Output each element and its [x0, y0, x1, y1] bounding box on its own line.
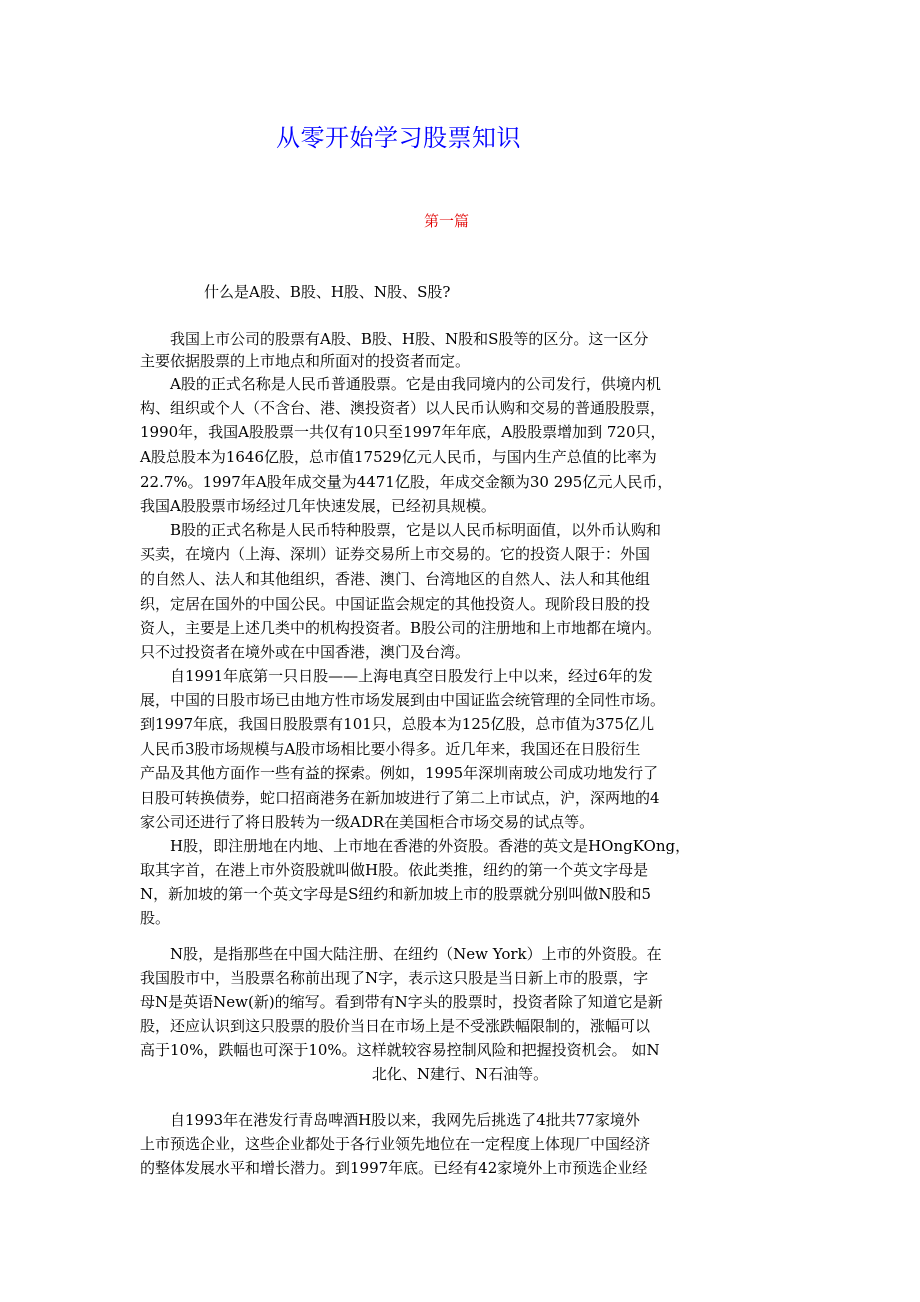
body-line: 取其字首，在港上市外资股就叫做H股。依此类推，纽约的第一个英文字母是	[140, 861, 649, 879]
body-line: 构、组织或个人（不含台、港、澳投资者）以人民币认购和交易的普通股股票，	[140, 399, 666, 417]
body-line: 1990年，我国A股股票一共仅有10只至1997年年底，A股股票增加到 720只，	[140, 423, 666, 441]
body-line: 高于10%，跌幅也可深于10%。这样就较容易控制风险和把握投资机会。 如N	[140, 1041, 660, 1059]
body-line: A股总股本为1646亿股，总市值17529亿元人民币，与国内生产总值的比率为	[140, 448, 657, 466]
body-line: 上市预选企业，这些企业都处于各行业领先地位在一定程度上体现厂中国经济	[140, 1135, 651, 1153]
body-line: B股的正式名称是人民币特种股票，它是以人民币标明面值，以外币认购和	[140, 521, 662, 539]
body-line: 展，中国的日股市场已由地方性市场发展到由中国证监会统管理的全同性市场。	[140, 691, 666, 709]
body-line: 家公司还进行了将日股转为一级ADR在美国柜合市场交易的试点等。	[140, 813, 595, 831]
body-line: 的整体发展水平和增长潜力。到1997年底。已经有42家境外上市预选企业经	[140, 1159, 648, 1177]
chapter-heading: 第一篇	[424, 212, 470, 230]
body-line: A股的正式名称是人民币普通股票。它是由我同境内的公司发行，供境内机	[140, 375, 661, 393]
body-line: 日股可转换债券，蛇口招商港务在新加坡进行了第二上市试点，沪，深两地的4	[140, 789, 660, 807]
body-line: 我国股市中，当股票名称前出现了N字，表示这只股是当日新上市的股票，字	[140, 969, 649, 987]
body-line: 的自然人、法人和其他组织，香港、澳门、台湾地区的自然人、法人和其他组	[140, 570, 651, 588]
body-line: 资人，主要是上述几类中的机构投资者。B股公司的注册地和上市地都在境内。	[140, 619, 662, 637]
body-line: 人民币3股市场规模与A股市场相比要小得多。近几年来，我国还在日股衍生	[140, 740, 641, 758]
body-line: 我国A股股票市场经过几年快速发展，已经初具规模。	[140, 497, 496, 515]
body-line: 自1993年在港发行青岛啤酒H股以来，我网先后挑选了4批共77家境外	[140, 1111, 640, 1129]
document-title: 从零开始学习股票知识	[276, 124, 521, 152]
body-line: 买卖，在境内（上海、深圳）证券交易所上市交易的。它的投资人限于：外国	[140, 545, 651, 563]
body-line: 织，定居在国外的中国公民。中国证监会规定的其他投资人。现阶段日股的投	[140, 595, 651, 613]
body-line: 北化、N建行、N石油等。	[371, 1065, 549, 1083]
body-line: 产品及其他方面作一些有益的探索。例如，1995年深圳南玻公司成功地发行了	[140, 764, 659, 782]
body-line: 只不过投资者在境外或在中国香港，澳门及台湾。	[140, 643, 471, 661]
body-line: H股，即注册地在内地、上市地在香港的外资股。香港的英文是HOngKOng，	[140, 837, 691, 855]
body-line: 自1991年底第一只日股——上海电真空日股发行上中以来，经过6年的发	[140, 667, 653, 685]
body-line: N，新加坡的第一个英文字母是S纽约和新加坡上市的股票就分别叫做N股和5	[140, 885, 652, 903]
body-line: 22.7%。1997年A股年成交量为4471亿股，年成交金额为30 295亿元人民币，	[140, 473, 673, 491]
question-heading: 什么是A股、B股、H股、N股、S股?	[204, 283, 451, 301]
body-line: 到1997年底，我国日股股票有101只，总股本为125亿股，总市值为375亿儿	[140, 715, 655, 733]
body-line: 我国上市公司的股票有A股、B股、H股、N股和S股等的区分。这一区分	[140, 330, 649, 348]
body-line: 股，还应认识到这只股票的股价当日在市场上是不受涨跌幅限制的，涨幅可以	[140, 1017, 651, 1035]
body-line: 主要依据股票的上市地点和所面对的投资者而定。	[140, 352, 471, 370]
body-line: 股。	[140, 909, 171, 927]
body-line: 母N是英语New(新)的缩写。看到带有N字头的股票时，投资者除了知道它是新	[140, 993, 663, 1011]
body-line: N股，是指那些在中国大陆注册、在纽约（New York）上市的外资股。在	[140, 945, 662, 963]
